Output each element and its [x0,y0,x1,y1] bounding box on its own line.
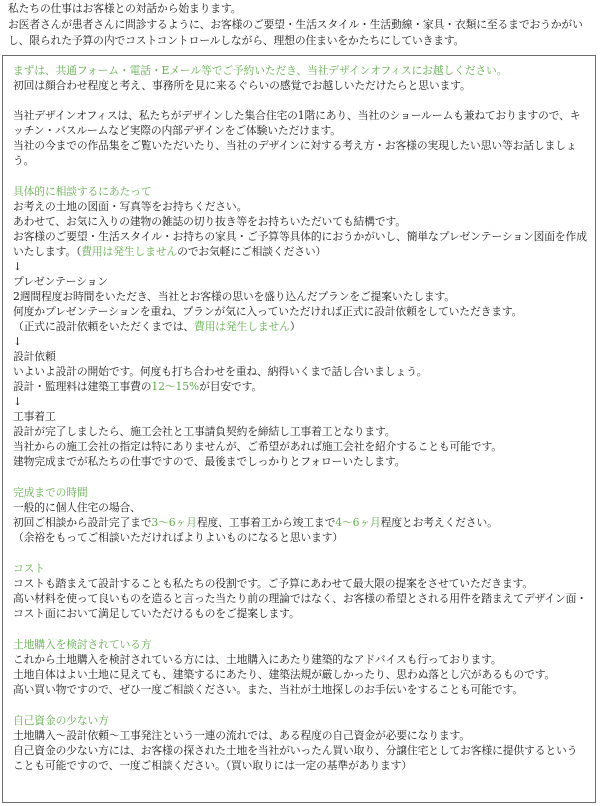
design-p1: いよいよ設計の開始です。何度も打ち合わせを重ね、納得いくまで話し合いましょう。 [13,365,428,378]
build-title: 工事着工 [13,410,56,423]
presentation-title: プレゼンテーション [13,275,108,288]
funds-p2: 自己資金の少ない方には、お客様の探された土地を当社がいったん買い取り、分譲住宅としてお客様に提供するということも可能ですので、一度ご相談ください。（買い取りには一定の基準があります） [13,744,578,772]
free-note: 費用は発生しません [81,245,178,258]
heading-consult: 具体的に相談するにあたって [13,185,152,198]
consult-p1: お考えの土地の図面・写真等をお持ちください。 [13,200,248,213]
time-p3: （余裕をもってご相談いただければよりよいものになると思います） [13,531,344,544]
land-p2: 土地自体はよい土地に見えても、建築するにあたり、建築法規が厳しかったり、思わぬ落とし穴があるものです。 [13,668,556,681]
intro-line-2: お医者さんが患者さんに問診するように、お客様のご要望・生活スタイル・生活動線・家具・衣類に至るまでおうかがいし、限られた予算の内でコストコントロールしながら、理想の住まいをかたちにしていきます。 [8,18,583,47]
heading-funds: 自己資金の少ない方 [13,714,109,727]
first-p2: 当社デザインオフィスは、私たちがデザインした集合住宅の1階にあり、当社のショールームも兼ねておりますので、キッチン・バスルームなど実際の内部デザインをご体験いただけます。 [13,109,581,137]
build-p3: 建物完成までが私たちの仕事ですので、最後までしっかりとフォローいたします。 [13,455,406,468]
land-p1: これから土地購入を検討されている方には、土地購入にあたり建築的なアドバイスも行っております。 [13,653,502,666]
fee-range: 12～15% [151,380,200,393]
consult-p3: お客様のご要望・生活スタイル・お持ちの家具・ご予算等具体的におうかがいし、簡単なプレゼンテーション図面を作成いたします。（費用は発生しませんのでお気軽にご相談ください） [13,230,587,258]
build-p1: 設計が完了しましたら、施工会社と工事請負契約を締結し工事着工となります。 [13,425,396,438]
heading-first-visit: まずは、共通フォーム・電話・Eメール等でご予約いただき、当社デザインオフィスにお越しください。 [13,64,508,77]
arrow-3: ↓ [13,395,22,408]
first-p1: 初回は顔合わせ程度と考え、事務所を見に来るぐらいの感覚でお越しいただけたらと思います。 [13,79,471,92]
presentation-p2: 何度かプレゼンテーションを重ね、プランが気に入っていただければ正式に設計依頼をしていただきます。 [13,305,523,318]
build-period: 4～6ヶ月 [335,516,381,529]
cost-p2: 高い材料を使って良いものを造ると言った当たり前の理論ではなく、お客様の希望とされる用件を踏まえてデザイン面・コスト面において満足していただけるものをご提案します。 [13,592,587,620]
presentation-p3: （正式に設計依頼をいただくまでは、費用は発生しません） [13,320,301,333]
time-p1: 一般的に個人住宅の場合、 [13,501,141,514]
presentation-p1: 2週間程度お時間をいただき、当社とお客様の思いを盛り込んだプランをご提案いたします。 [13,290,455,303]
funds-p1: 土地購入～設計依頼～工事発注という一連の流れでは、ある程度の自己資金が必要になります。 [13,729,470,742]
design-period: 3～6ヶ月 [151,516,197,529]
build-p2: 当社からの施工会社の指定は特にありませんが、ご希望があれば施工会社を紹介することも可能です。 [13,440,502,453]
consult-p2: あわせて、お気に入りの建物の雑誌の切り抜き等をお持ちいただいても結構です。 [13,215,406,228]
content-box [2,55,596,803]
free-note-2: 費用は発生しません [194,320,290,333]
heading-land: 土地購入を検討されている方 [13,638,152,651]
design-title: 設計依頼 [13,350,56,363]
cost-p1: コストも踏まえて設計することも私たちの役割です。ご予算にあわせて最大限の提案をさせていただきます。 [13,577,533,590]
arrow-2: ↓ [13,335,22,348]
heading-time: 完成までの時間 [13,486,88,499]
time-p2: 初回ご相談から設計完了まで3～6ヶ月程度、工事着工から竣工まで4～6ヶ月程度とお考えください。 [13,516,498,529]
intro [0,0,600,49]
first-p3: 当社の今までの作品集をご覧いただいたり、当社のデザインに対する考え方・お客様の実現したい思い等お話しましょう。 [13,139,577,167]
intro-line-1: 私たちの仕事はお客様との対話から始まります。 [8,2,242,15]
land-p3: 高い買い物ですので、ぜひ一度ご相談ください。また、当社が土地探しのお手伝いをすることも可能です。 [13,683,523,696]
heading-cost: コスト [13,562,45,575]
arrow-1: ↓ [13,260,22,273]
design-p2: 設計・監理料は建築工事費の12～15%が目安です。 [13,380,263,393]
